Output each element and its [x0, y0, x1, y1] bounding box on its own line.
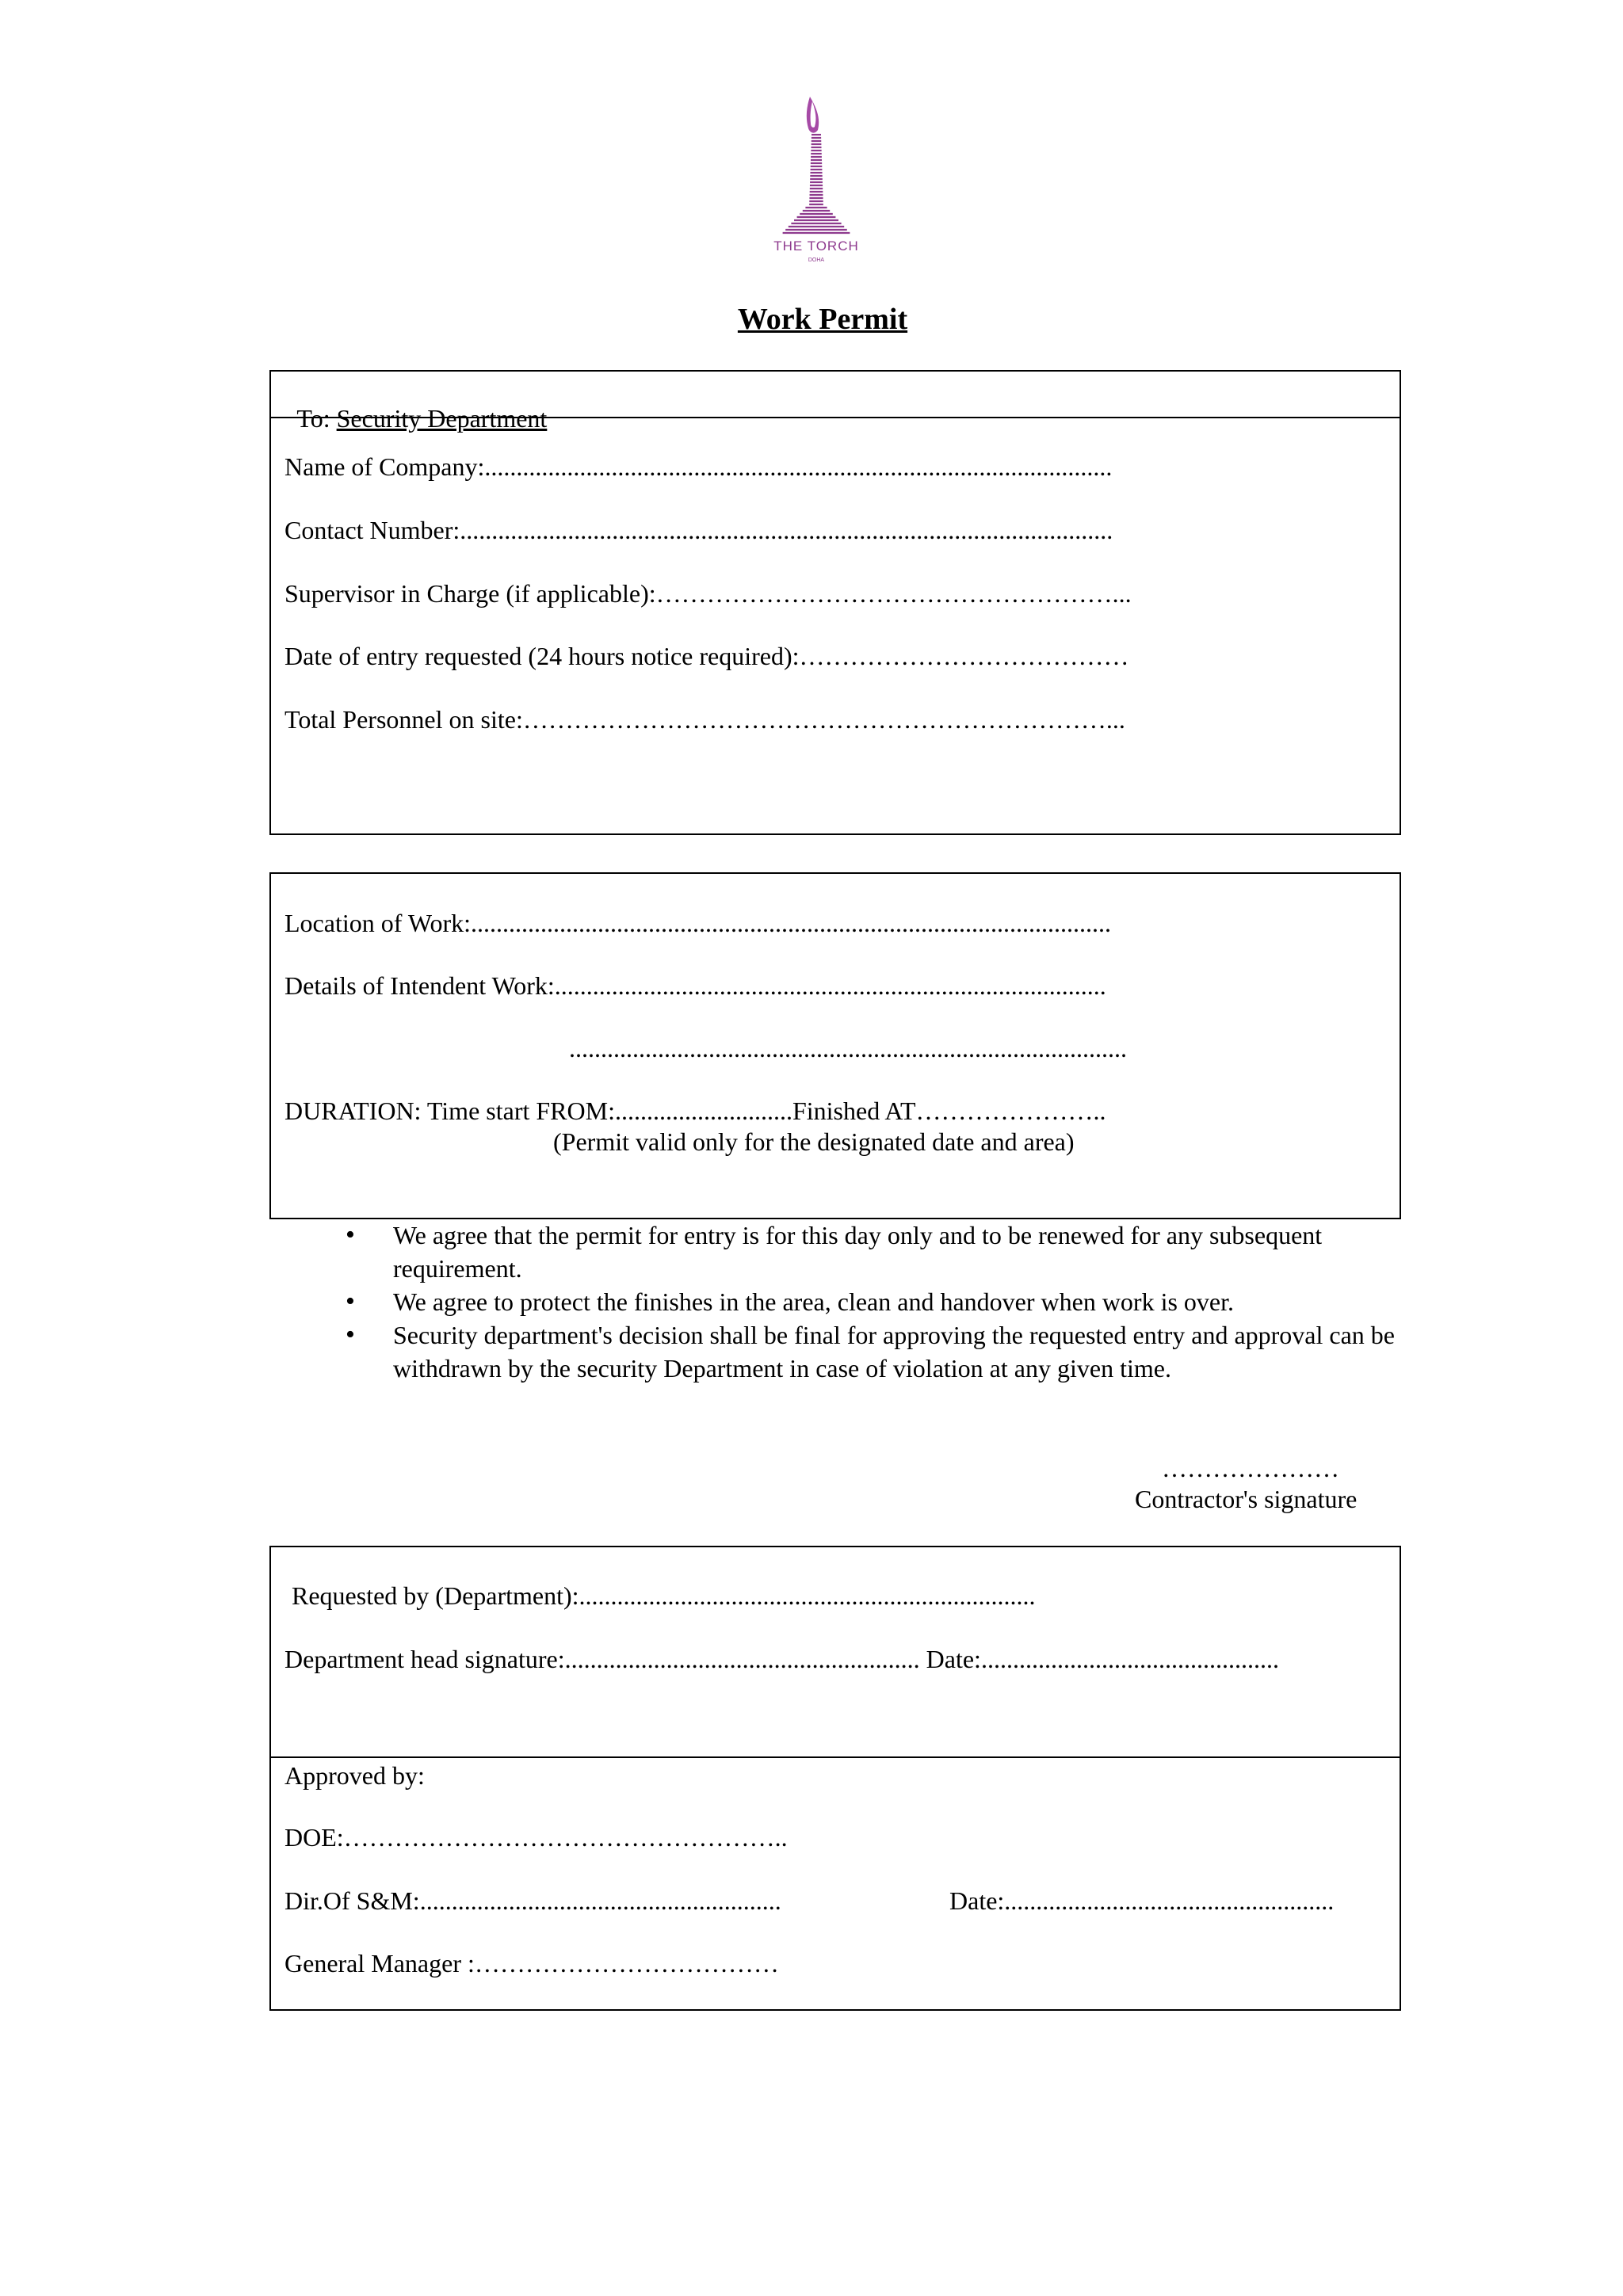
logo-subtext: DOHA [808, 257, 825, 263]
terms-list [342, 1219, 1423, 1385]
work-details-field[interactable]: Details of Intendent Work:....................................................................................... [285, 971, 1106, 1000]
duration-field[interactable]: DURATION: Time start FROM:............................Finished AT………………….. [285, 1097, 1106, 1125]
director-sm-field[interactable]: Dir.Of S&M:......................................................... [285, 1886, 781, 1915]
doe-field[interactable]: DOE:…………………………………………….. [285, 1823, 788, 1852]
dept-head-signature-field[interactable]: Department head signature:........................................................ Date:............................................... [285, 1645, 1279, 1673]
torch-logo [737, 93, 896, 269]
page-title: Work Permit [737, 303, 908, 336]
work-details-continued-field[interactable]: ........................................................................................ [569, 1034, 1127, 1062]
entry-date-field[interactable]: Date of entry requested (24 hours notice required):………………………………… [285, 642, 1129, 670]
term-item: • Security department's decision shall be final for approving the requested entry and approval can be withdrawn by the security Department in case of violation at any given time. [393, 1318, 1423, 1385]
supervisor-field[interactable]: Supervisor in Charge (if applicable):………………………………………………... [285, 579, 1132, 608]
validity-note: (Permit valid only for the designated date and area) [553, 1127, 1075, 1156]
approved-by-label: Approved by: [285, 1761, 425, 1790]
contact-number-field[interactable]: Contact Number:....................................................................................................... [285, 516, 1113, 544]
requested-by-field[interactable]: Requested by (Department):........................................................................ [292, 1581, 1036, 1610]
location-field[interactable]: Location of Work:..................................................................................................... [285, 909, 1111, 937]
director-date-field[interactable]: Date:.................................................... [949, 1886, 1335, 1915]
to-line [285, 373, 547, 433]
to-department: Security Department [336, 404, 548, 433]
approval-box [269, 1546, 1401, 2011]
contractor-signature-field[interactable]: ………………… [1162, 1454, 1339, 1482]
to-prefix: To: [296, 404, 337, 433]
logo-text: THE TORCH [773, 238, 859, 254]
general-manager-field[interactable]: General Manager :……………………………… [285, 1949, 779, 1978]
company-name-field[interactable]: Name of Company:................................................................................................... [285, 452, 1113, 481]
total-personnel-field[interactable]: Total Personnel on site:……………………………………………………………... [285, 705, 1125, 734]
term-item: • We agree that the permit for entry is for this day only and to be renewed for any subsequent requirement. [393, 1219, 1423, 1285]
divider [269, 1756, 1401, 1758]
contractor-signature-label: Contractor's signature [1135, 1485, 1358, 1513]
term-item: • We agree to protect the finishes in the area, clean and handover when work is over. [393, 1285, 1423, 1318]
